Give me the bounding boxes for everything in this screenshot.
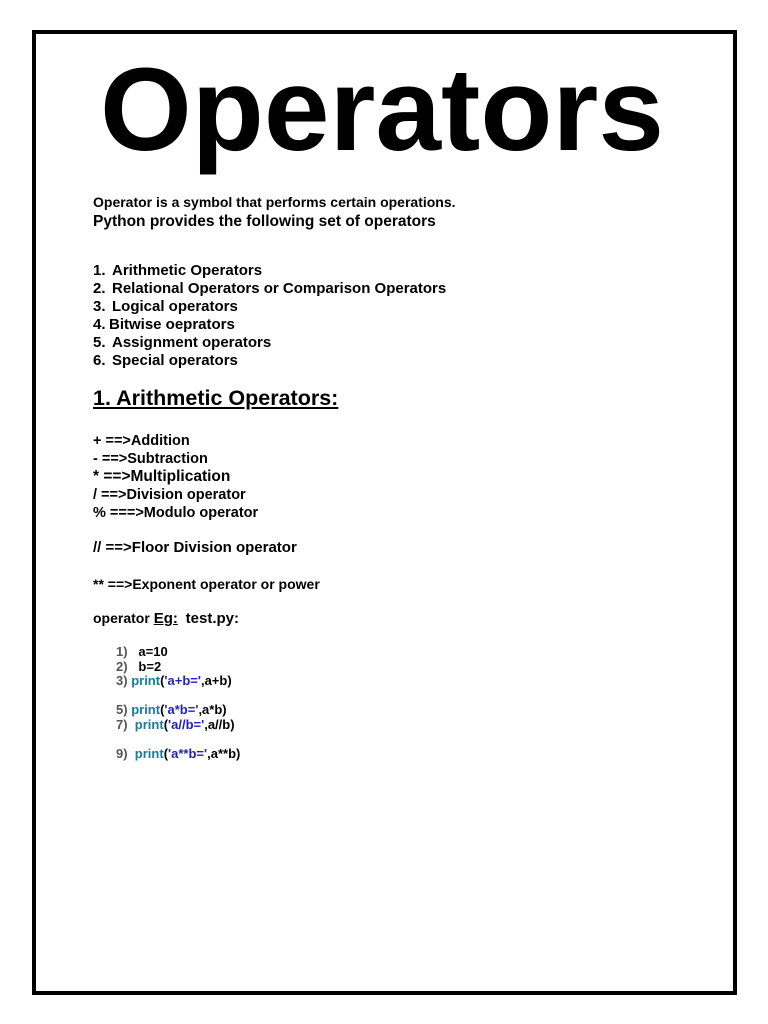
list-label: Bitwise oeprators <box>109 315 235 333</box>
code-text: a=10 <box>138 644 168 659</box>
list-number: 3. <box>93 297 106 315</box>
code-paren: ( <box>160 702 165 718</box>
code-paren: ( <box>163 746 169 762</box>
line-number: 3) <box>116 673 128 689</box>
code-text: ,a//b) <box>204 716 235 732</box>
code-paren: ( <box>160 673 165 689</box>
operator-item: * ==>Multiplication <box>93 468 231 485</box>
floor-division-line: // ==>Floor Division operator <box>93 539 297 556</box>
code-space <box>128 659 139 674</box>
code-string: 'a+b=' <box>164 673 201 689</box>
intro-text-part1: Operator is a symbol that performs certain operations. <box>93 194 456 210</box>
code-text: ,a+b) <box>200 673 232 689</box>
code-line <box>116 703 240 718</box>
code-keyword-print: print <box>134 746 164 762</box>
example-filename: test.py: <box>185 610 239 627</box>
code-string: 'a*b=' <box>164 702 199 718</box>
list-label: Assignment operators <box>112 333 272 351</box>
operator-item: % ===>Modulo operator <box>93 505 259 521</box>
list-item <box>93 262 446 280</box>
line-number: 9) <box>116 746 128 762</box>
example-prefix: operator <box>93 610 154 626</box>
code-keyword-print: print <box>131 702 161 718</box>
code-line <box>116 718 240 733</box>
operator-item: - ==>Subtraction <box>93 451 208 467</box>
code-text: ,a**b) <box>207 746 241 762</box>
code-string: 'a//b=' <box>168 716 205 732</box>
arithmetic-operators-list <box>93 432 258 522</box>
code-keyword-print: print <box>131 673 161 689</box>
code-space <box>128 644 139 659</box>
list-item <box>93 352 446 370</box>
code-line <box>116 747 240 762</box>
code-text: b=2 <box>138 658 162 674</box>
page-title: Operators <box>100 44 664 176</box>
code-line <box>116 660 240 675</box>
operator-types-list <box>93 262 446 369</box>
list-number: 6. <box>93 351 106 369</box>
code-text: ,a*b) <box>198 702 227 718</box>
code-space <box>128 746 135 761</box>
intro-text-part2: Python provides the following set of operators <box>93 213 436 230</box>
line-number: 1) <box>116 644 128 659</box>
list-number: 2. <box>93 279 106 297</box>
list-item <box>93 334 446 352</box>
operator-item: / ==>Division operator <box>93 487 246 503</box>
eg-label: Eg: <box>153 610 178 627</box>
code-paren: ( <box>163 716 169 732</box>
code-blank-line <box>116 689 240 704</box>
line-number: 5) <box>116 702 128 718</box>
section-heading-arithmetic: 1. Arithmetic Operators: <box>93 386 339 410</box>
exponent-line: ** ==>Exponent operator or power <box>93 576 320 592</box>
code-example <box>116 645 240 762</box>
list-number: 4. <box>93 315 106 333</box>
list-number: 5. <box>93 333 106 351</box>
list-item <box>93 316 446 334</box>
operator-item: + ==>Addition <box>93 433 190 449</box>
intro-paragraph <box>93 193 473 231</box>
code-keyword-print: print <box>134 716 164 732</box>
list-label: Special operators <box>112 351 238 369</box>
code-line <box>116 674 240 689</box>
list-item <box>93 280 446 298</box>
list-label: Logical operators <box>112 297 238 315</box>
list-label: Relational Operators or Comparison Operators <box>112 279 447 297</box>
example-label <box>93 610 239 627</box>
code-blank-line <box>116 733 240 748</box>
list-item <box>93 298 446 316</box>
code-string: 'a**b=' <box>168 746 208 762</box>
list-number: 1. <box>93 262 106 279</box>
line-number: 2) <box>116 658 128 674</box>
list-label: Arithmetic Operators <box>112 262 263 279</box>
code-line <box>116 645 240 660</box>
code-space <box>128 717 135 732</box>
line-number: 7) <box>116 716 128 732</box>
